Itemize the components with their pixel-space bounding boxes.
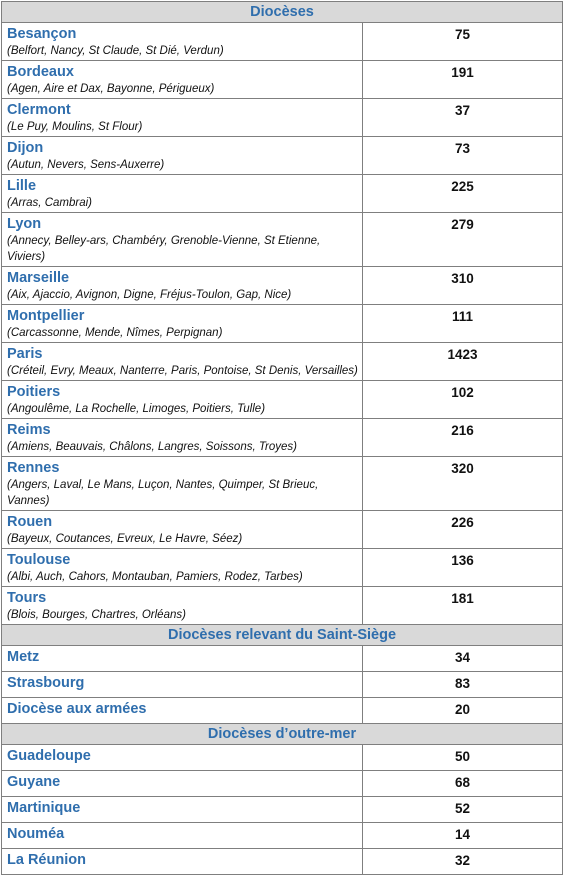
count-cell: 279 [363,213,563,267]
count-cell: 50 [363,745,563,771]
diocese-cell [2,672,363,698]
diocese-cell [2,698,363,724]
diocese-cell [2,213,363,267]
diocese-cell [2,381,363,419]
count-cell: 37 [363,99,563,137]
diocese-name: Montpellier [7,308,85,324]
diocese-name: Toulouse [7,552,71,568]
diocese-name: Dijon [7,140,44,156]
count-cell: 102 [363,381,563,419]
table-row [2,99,563,137]
diocese-name: Bordeaux [7,64,74,80]
suffragan-list: (Carcassonne, Mende, Nîmes, Perpignan) [7,327,223,339]
suffragan-list: (Autun, Nevers, Sens-Auxerre) [7,159,165,171]
diocese-cell [2,771,363,797]
diocese-name: Metz [7,649,40,665]
diocese-name: Lille [7,178,37,194]
table-row [2,137,563,175]
diocese-cell [2,99,363,137]
dioceses-table [1,1,563,875]
section-title: Diocèses [2,2,563,23]
table-row [2,267,563,305]
count-cell: 68 [363,771,563,797]
diocese-cell [2,267,363,305]
diocese-name: Rouen [7,514,53,530]
diocese-cell [2,61,363,99]
diocese-cell [2,23,363,61]
table-row [2,745,563,771]
count-cell: 73 [363,137,563,175]
diocese-name: Lyon [7,216,42,232]
suffragan-list: (Angers, Laval, Le Mans, Luçon, Nantes, Quimper, St Brieuc, Vannes) [7,479,319,507]
table-row [2,175,563,213]
diocese-name: Martinique [7,800,81,816]
section-header-row [2,625,563,646]
table-row [2,381,563,419]
table-row [2,419,563,457]
table-row [2,698,563,724]
table-row [2,549,563,587]
diocese-cell [2,849,363,875]
count-cell: 20 [363,698,563,724]
section-header-row [2,724,563,745]
count-cell: 136 [363,549,563,587]
diocese-cell [2,137,363,175]
diocese-cell [2,587,363,625]
suffragan-list: (Blois, Bourges, Chartres, Orléans) [7,609,186,621]
suffragan-list: (Agen, Aire et Dax, Bayonne, Périgueux) [7,83,215,95]
diocese-name: Besançon [7,26,77,42]
table-row [2,646,563,672]
count-cell: 320 [363,457,563,511]
diocese-name: Tours [7,590,47,606]
diocese-name: Rennes [7,460,60,476]
diocese-cell [2,745,363,771]
diocese-name: Strasbourg [7,675,85,691]
diocese-cell [2,646,363,672]
suffragan-list: (Belfort, Nancy, St Claude, St Dié, Verdun) [7,45,224,57]
table-row [2,823,563,849]
count-cell: 75 [363,23,563,61]
table-row [2,23,563,61]
diocese-cell [2,511,363,549]
count-cell: 32 [363,849,563,875]
table-row [2,61,563,99]
count-cell: 1423 [363,343,563,381]
suffragan-list: (Créteil, Evry, Meaux, Nanterre, Paris, Pontoise, St Denis, Versailles) [7,365,358,377]
diocese-name: Poitiers [7,384,61,400]
diocese-cell [2,457,363,511]
table-row [2,771,563,797]
suffragan-list: (Angoulême, La Rochelle, Limoges, Poitiers, Tulle) [7,403,266,415]
suffragan-list: (Annecy, Belley-ars, Chambéry, Grenoble-Vienne, St Etienne, Viviers) [7,235,321,263]
table-row [2,849,563,875]
count-cell: 225 [363,175,563,213]
diocese-cell [2,305,363,343]
suffragan-list: (Amiens, Beauvais, Châlons, Langres, Soissons, Troyes) [7,441,297,453]
count-cell: 310 [363,267,563,305]
diocese-cell [2,343,363,381]
suffragan-list: (Aix, Ajaccio, Avignon, Digne, Fréjus-Toulon, Gap, Nice) [7,289,292,301]
table-row [2,343,563,381]
table-row [2,305,563,343]
suffragan-list: (Albi, Auch, Cahors, Montauban, Pamiers, Rodez, Tarbes) [7,571,303,583]
table-row [2,511,563,549]
diocese-name: Clermont [7,102,71,118]
diocese-cell [2,797,363,823]
table-row [2,213,563,267]
table-row [2,457,563,511]
table-row [2,672,563,698]
diocese-name: Nouméa [7,826,65,842]
count-cell: 191 [363,61,563,99]
section-title: Diocèses d’outre-mer [2,724,563,745]
diocese-name: Paris [7,346,43,362]
table-row [2,587,563,625]
count-cell: 216 [363,419,563,457]
diocese-name: Marseille [7,270,70,286]
diocese-name: Reims [7,422,51,438]
diocese-cell [2,175,363,213]
suffragan-list: (Bayeux, Coutances, Evreux, Le Havre, Séez) [7,533,243,545]
count-cell: 52 [363,797,563,823]
diocese-name: Guyane [7,774,61,790]
diocese-name: Diocèse aux armées [7,701,147,717]
section-header-row [2,2,563,23]
suffragan-list: (Arras, Cambrai) [7,197,92,209]
table-row [2,797,563,823]
table-body [2,2,563,875]
count-cell: 83 [363,672,563,698]
diocese-cell [2,823,363,849]
count-cell: 34 [363,646,563,672]
suffragan-list: (Le Puy, Moulins, St Flour) [7,121,143,133]
diocese-cell [2,549,363,587]
diocese-cell [2,419,363,457]
diocese-name: La Réunion [7,852,86,868]
count-cell: 14 [363,823,563,849]
count-cell: 181 [363,587,563,625]
diocese-name: Guadeloupe [7,748,91,764]
section-title: Diocèses relevant du Saint-Siège [2,625,563,646]
count-cell: 111 [363,305,563,343]
count-cell: 226 [363,511,563,549]
